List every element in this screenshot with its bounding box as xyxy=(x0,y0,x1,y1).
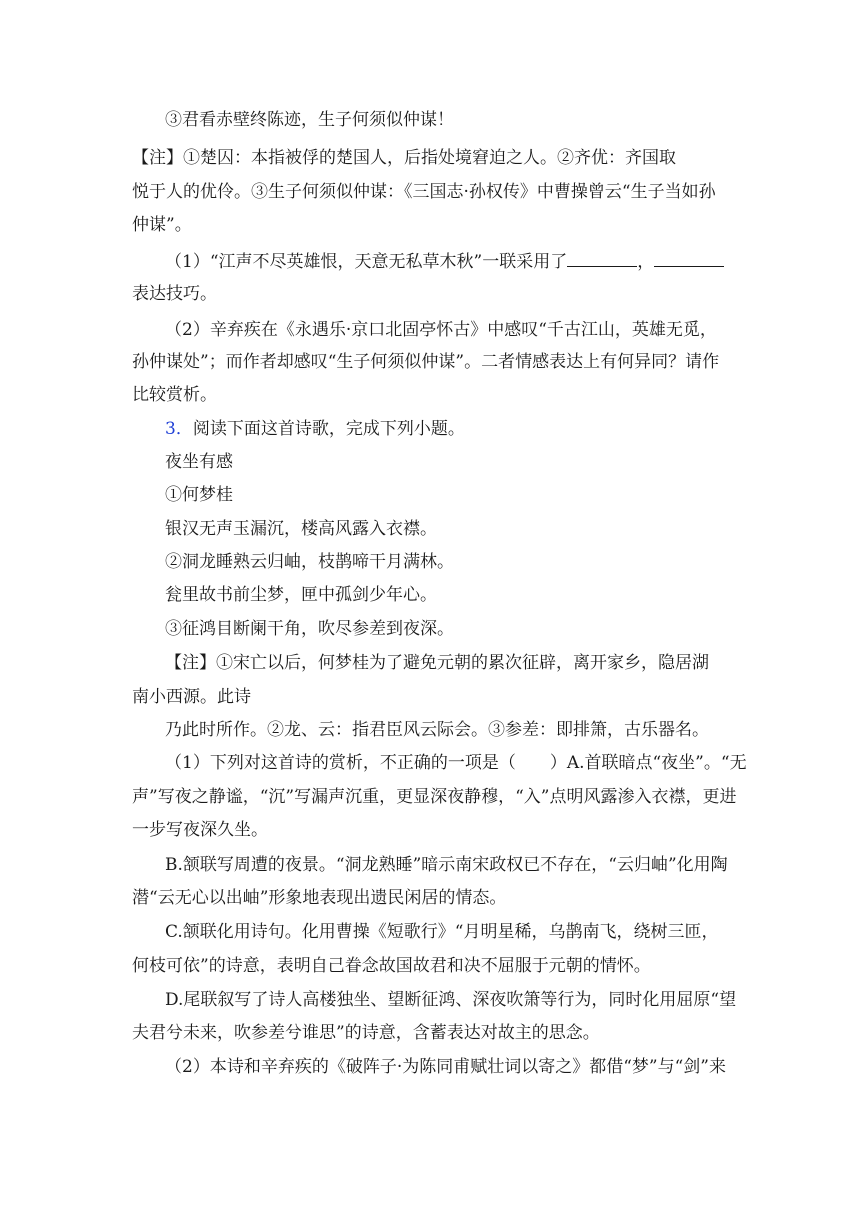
question-1-line: 表达技巧。 xyxy=(132,284,217,304)
poem-line: ②洞龙睡熟云归岫，枝鹊啼干月满林。 xyxy=(165,552,454,572)
subquestion-2-line: （2）本诗和辛弃疾的《破阵子·为陈同甫赋壮词以寄之》都借“梦”与“剑”来 xyxy=(165,1057,726,1077)
note-paragraph-line: 【注】①楚囚：本指被俘的楚国人，后指处境窘迫之人。②齐优：齐国取 xyxy=(132,148,676,168)
option-d-line: 夫君兮未来，吹参差兮谁思”的诗意，含蓄表达对故主的思念。 xyxy=(132,1023,600,1043)
poem-line: 银汉无声玉漏沉，楼高风露入衣襟。 xyxy=(165,519,437,539)
question-2-line: （2）辛弃疾在《永遇乐·京口北固亭怀古》中感叹“千古江山，英雄无觅， xyxy=(165,320,717,340)
poem-title: 夜坐有感 xyxy=(165,452,233,472)
question-number: 3． xyxy=(165,419,193,439)
option-c-line: 何枝可依”的诗意，表明自己眷念故国故君和决不屈服于元朝的情怀。 xyxy=(132,956,651,976)
poem-note-line: 南小西源。此诗 xyxy=(132,687,251,707)
option-d-line: D.尾联叙写了诗人高楼独坐、望断征鸿、深夜吹箫等行为，同时化用屈原“望 xyxy=(165,990,737,1010)
answer-blank-1[interactable] xyxy=(567,250,637,267)
option-b-line: 潜“云无心以出岫”形象地表现出遗民闲居的情态。 xyxy=(132,888,507,908)
poem-line-3-prev: ③君看赤壁终陈迹，生子何须似仲谋！ xyxy=(165,110,454,130)
question-1-line: （1）“江声不尽英雄恨，天意无私草木秋”一联采用了 ， xyxy=(165,250,724,273)
question-2-line: 比较赏析。 xyxy=(132,385,217,405)
poem-note-line: 【注】①宋亡以后，何梦桂为了避免元朝的累次征辟，离开家乡，隐居湖 xyxy=(165,653,709,673)
option-b-line: B.颔联写周遭的夜景。“洞龙熟睡”暗示南宋政权已不存在，“云归岫”化用陶 xyxy=(165,855,728,875)
subquestion-1-line: 一步写夜深久坐。 xyxy=(132,820,268,840)
subquestion-1-line: 声”写夜之静谧，“沉”写漏声沉重，更显深夜静穆，“入”点明风露渗入衣襟，更进 xyxy=(132,787,737,807)
answer-blank-2[interactable] xyxy=(654,250,724,267)
option-c-line: C.颔联化用诗句。化用曹操《短歌行》“月明星稀，乌鹊南飞，绕树三匝， xyxy=(165,922,719,942)
poem-note-line: 乃此时所作。②龙、云：指君臣风云际会。③参差：即排箫，古乐器名。 xyxy=(165,720,709,740)
question-2-line: 孙仲谋处”；而作者却感叹“生子何须似仲谋”。二者情感表达上有何异同？请作 xyxy=(132,352,720,372)
note-paragraph-line: 仲谋”。 xyxy=(132,215,192,235)
poem-author: ①何梦桂 xyxy=(165,485,233,505)
question-3-heading: 3．阅读下面这首诗歌，完成下列小题。 xyxy=(165,419,465,439)
poem-line: 瓮里故书前尘梦，匣中孤剑少年心。 xyxy=(165,585,437,605)
subquestion-1-line: （1）下列对这首诗的赏析，不正确的一项是（ ）A.首联暗点“夜坐”。“无 xyxy=(165,753,747,773)
poem-line: ③征鸿目断阑干角，吹尽参差到夜深。 xyxy=(165,619,454,639)
note-paragraph-line: 悦于人的优伶。③生子何须似仲谋：《三国志·孙权传》中曹操曾云“生子当如孙 xyxy=(132,182,716,202)
